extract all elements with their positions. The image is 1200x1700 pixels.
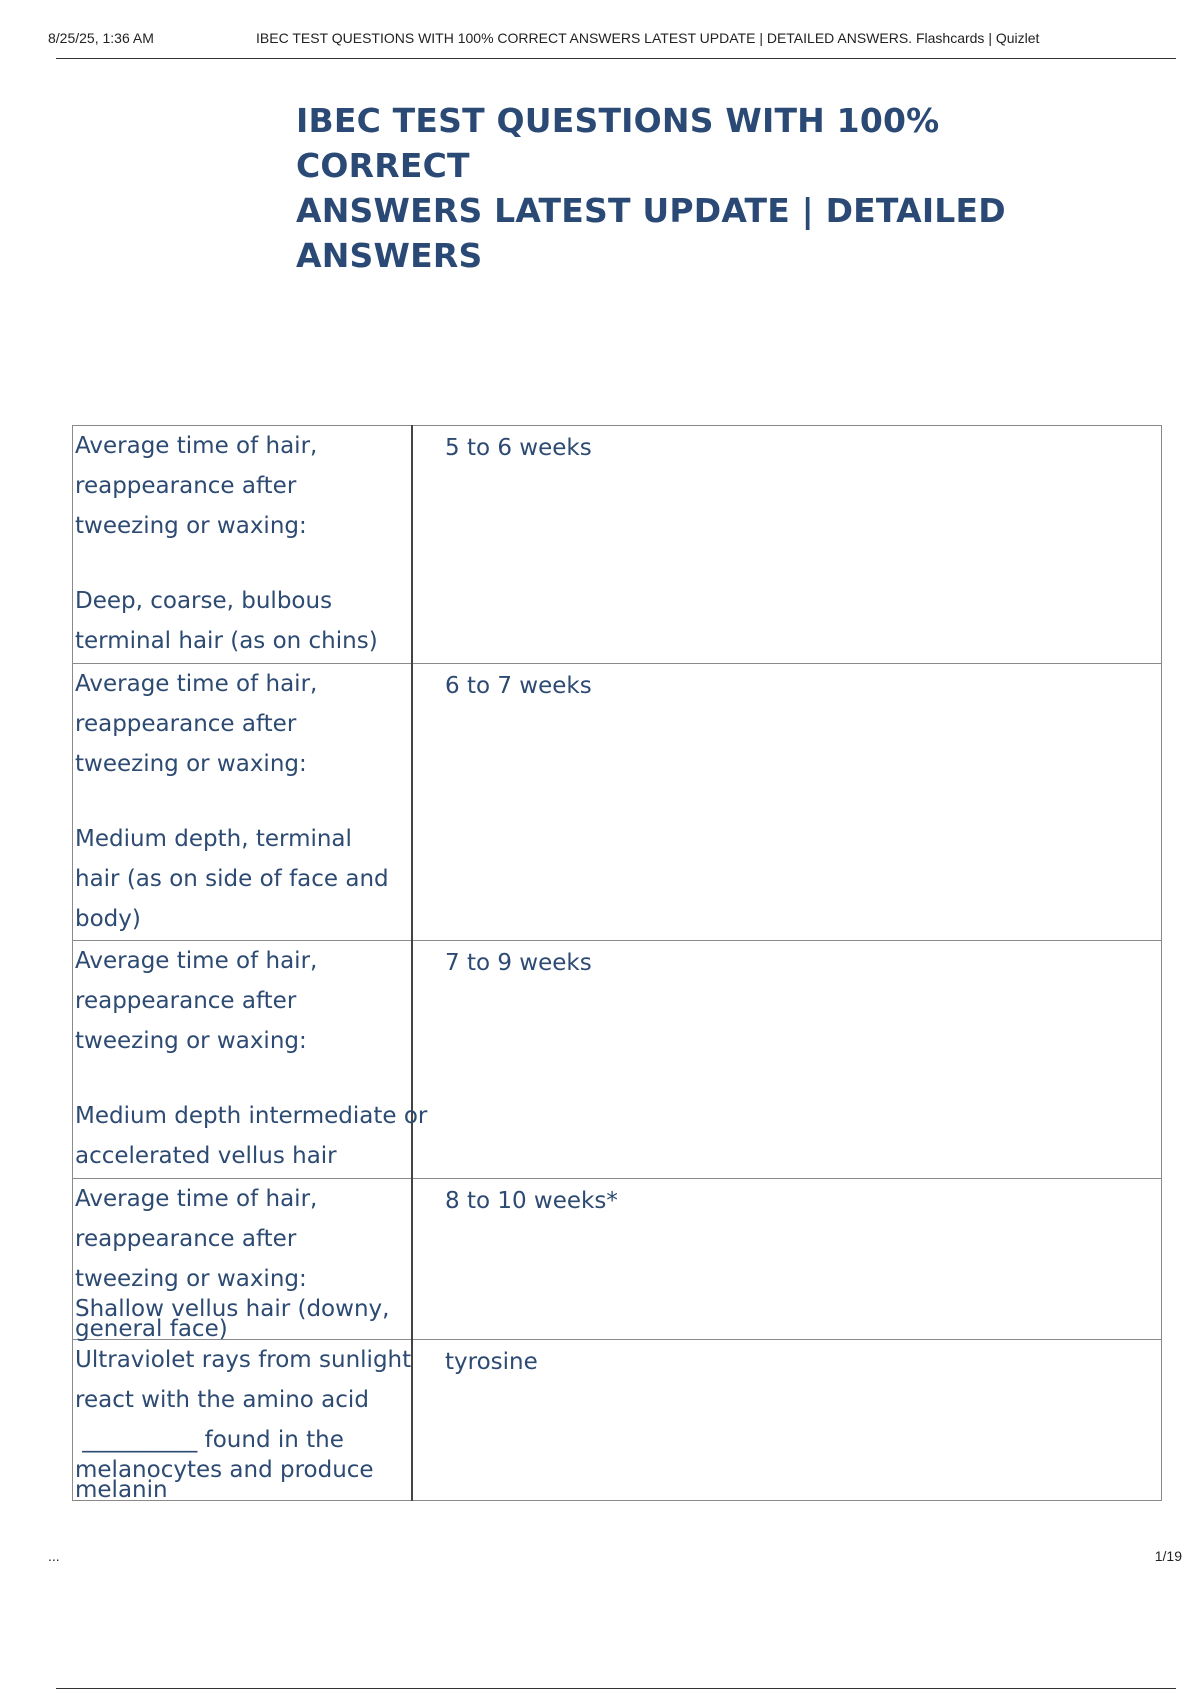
page-number: 1/19 xyxy=(1154,1548,1182,1564)
term-line: reappearance after xyxy=(75,988,297,1014)
flashcard-definition xyxy=(412,1340,1162,1501)
flashcard-row xyxy=(73,426,1162,664)
term-detail-line: Shallow vellus hair (downy, xyxy=(75,1296,390,1322)
flashcard-term xyxy=(73,426,413,664)
page-title xyxy=(296,98,1076,278)
print-date: 8/25/25, 1:36 AM xyxy=(48,30,154,46)
flashcard-term xyxy=(73,1340,413,1501)
page-title-line-2: ANSWERS LATEST UPDATE | DETAILED xyxy=(296,191,1006,230)
term-detail-line: melanocytes and produce xyxy=(75,1457,374,1483)
flashcard-term xyxy=(73,941,428,1179)
flashcard-definition xyxy=(412,664,1162,941)
flashcard-definition xyxy=(412,1179,1162,1340)
flashcard-row xyxy=(73,941,1162,1179)
bottom-divider xyxy=(56,1688,1176,1689)
more-indicator: ... xyxy=(48,1548,60,1564)
term-detail-line: body) xyxy=(75,906,141,932)
term-line: reappearance after xyxy=(75,1226,297,1252)
term-line: Average time of hair, xyxy=(75,671,318,697)
term-line: Average time of hair, xyxy=(75,948,318,974)
flashcard-row xyxy=(73,1340,1162,1501)
term-line: tweezing or waxing: xyxy=(75,1266,307,1292)
term-line: react with the amino acid xyxy=(75,1387,369,1413)
term-line: reappearance after xyxy=(75,473,297,499)
term-detail-line: Deep, coarse, bulbous xyxy=(75,588,333,614)
print-doc-title: IBEC TEST QUESTIONS WITH 100% CORRECT ANSWERS LATEST UPDATE | DETAILED ANSWERS. Flashcards | Quizlet xyxy=(256,30,1040,46)
definition-text: 7 to 9 weeks xyxy=(445,950,592,976)
flashcard-term xyxy=(73,1179,413,1340)
term-detail-line: melanin xyxy=(75,1477,168,1503)
term-line: reappearance after xyxy=(75,711,297,737)
print-header xyxy=(48,28,1176,59)
term-line: tweezing or waxing: xyxy=(75,1028,307,1054)
flashcard-term xyxy=(73,664,413,941)
term-detail-line: Medium depth intermediate or xyxy=(75,1103,428,1129)
term-detail-line: accelerated vellus hair xyxy=(75,1143,337,1169)
term-line: tweezing or waxing: xyxy=(75,751,307,777)
term-line: Average time of hair, xyxy=(75,433,318,459)
flashcard-definition xyxy=(412,426,1162,664)
definition-text: 5 to 6 weeks xyxy=(445,435,592,461)
flashcard-table xyxy=(72,425,1162,1501)
definition-text: tyrosine xyxy=(445,1349,538,1375)
flashcard-row xyxy=(73,664,1162,941)
page-title-line-1: IBEC TEST QUESTIONS WITH 100% CORRECT xyxy=(296,101,940,185)
term-line: __________ found in the xyxy=(75,1427,344,1453)
flashcard-definition xyxy=(412,941,1162,1179)
page-title-line-3: ANSWERS xyxy=(296,236,483,275)
term-line: Average time of hair, xyxy=(75,1186,318,1212)
definition-text: 8 to 10 weeks* xyxy=(445,1188,618,1214)
term-detail-line: Medium depth, terminal xyxy=(75,826,352,852)
definition-text: 6 to 7 weeks xyxy=(445,673,592,699)
term-detail-line: terminal hair (as on chins) xyxy=(75,628,378,654)
term-detail-line: hair (as on side of face and xyxy=(75,866,389,892)
term-line: tweezing or waxing: xyxy=(75,513,307,539)
term-detail-line: general face) xyxy=(75,1316,228,1342)
term-line: Ultraviolet rays from sunlight xyxy=(75,1347,412,1373)
flashcard-row xyxy=(73,1179,1162,1340)
